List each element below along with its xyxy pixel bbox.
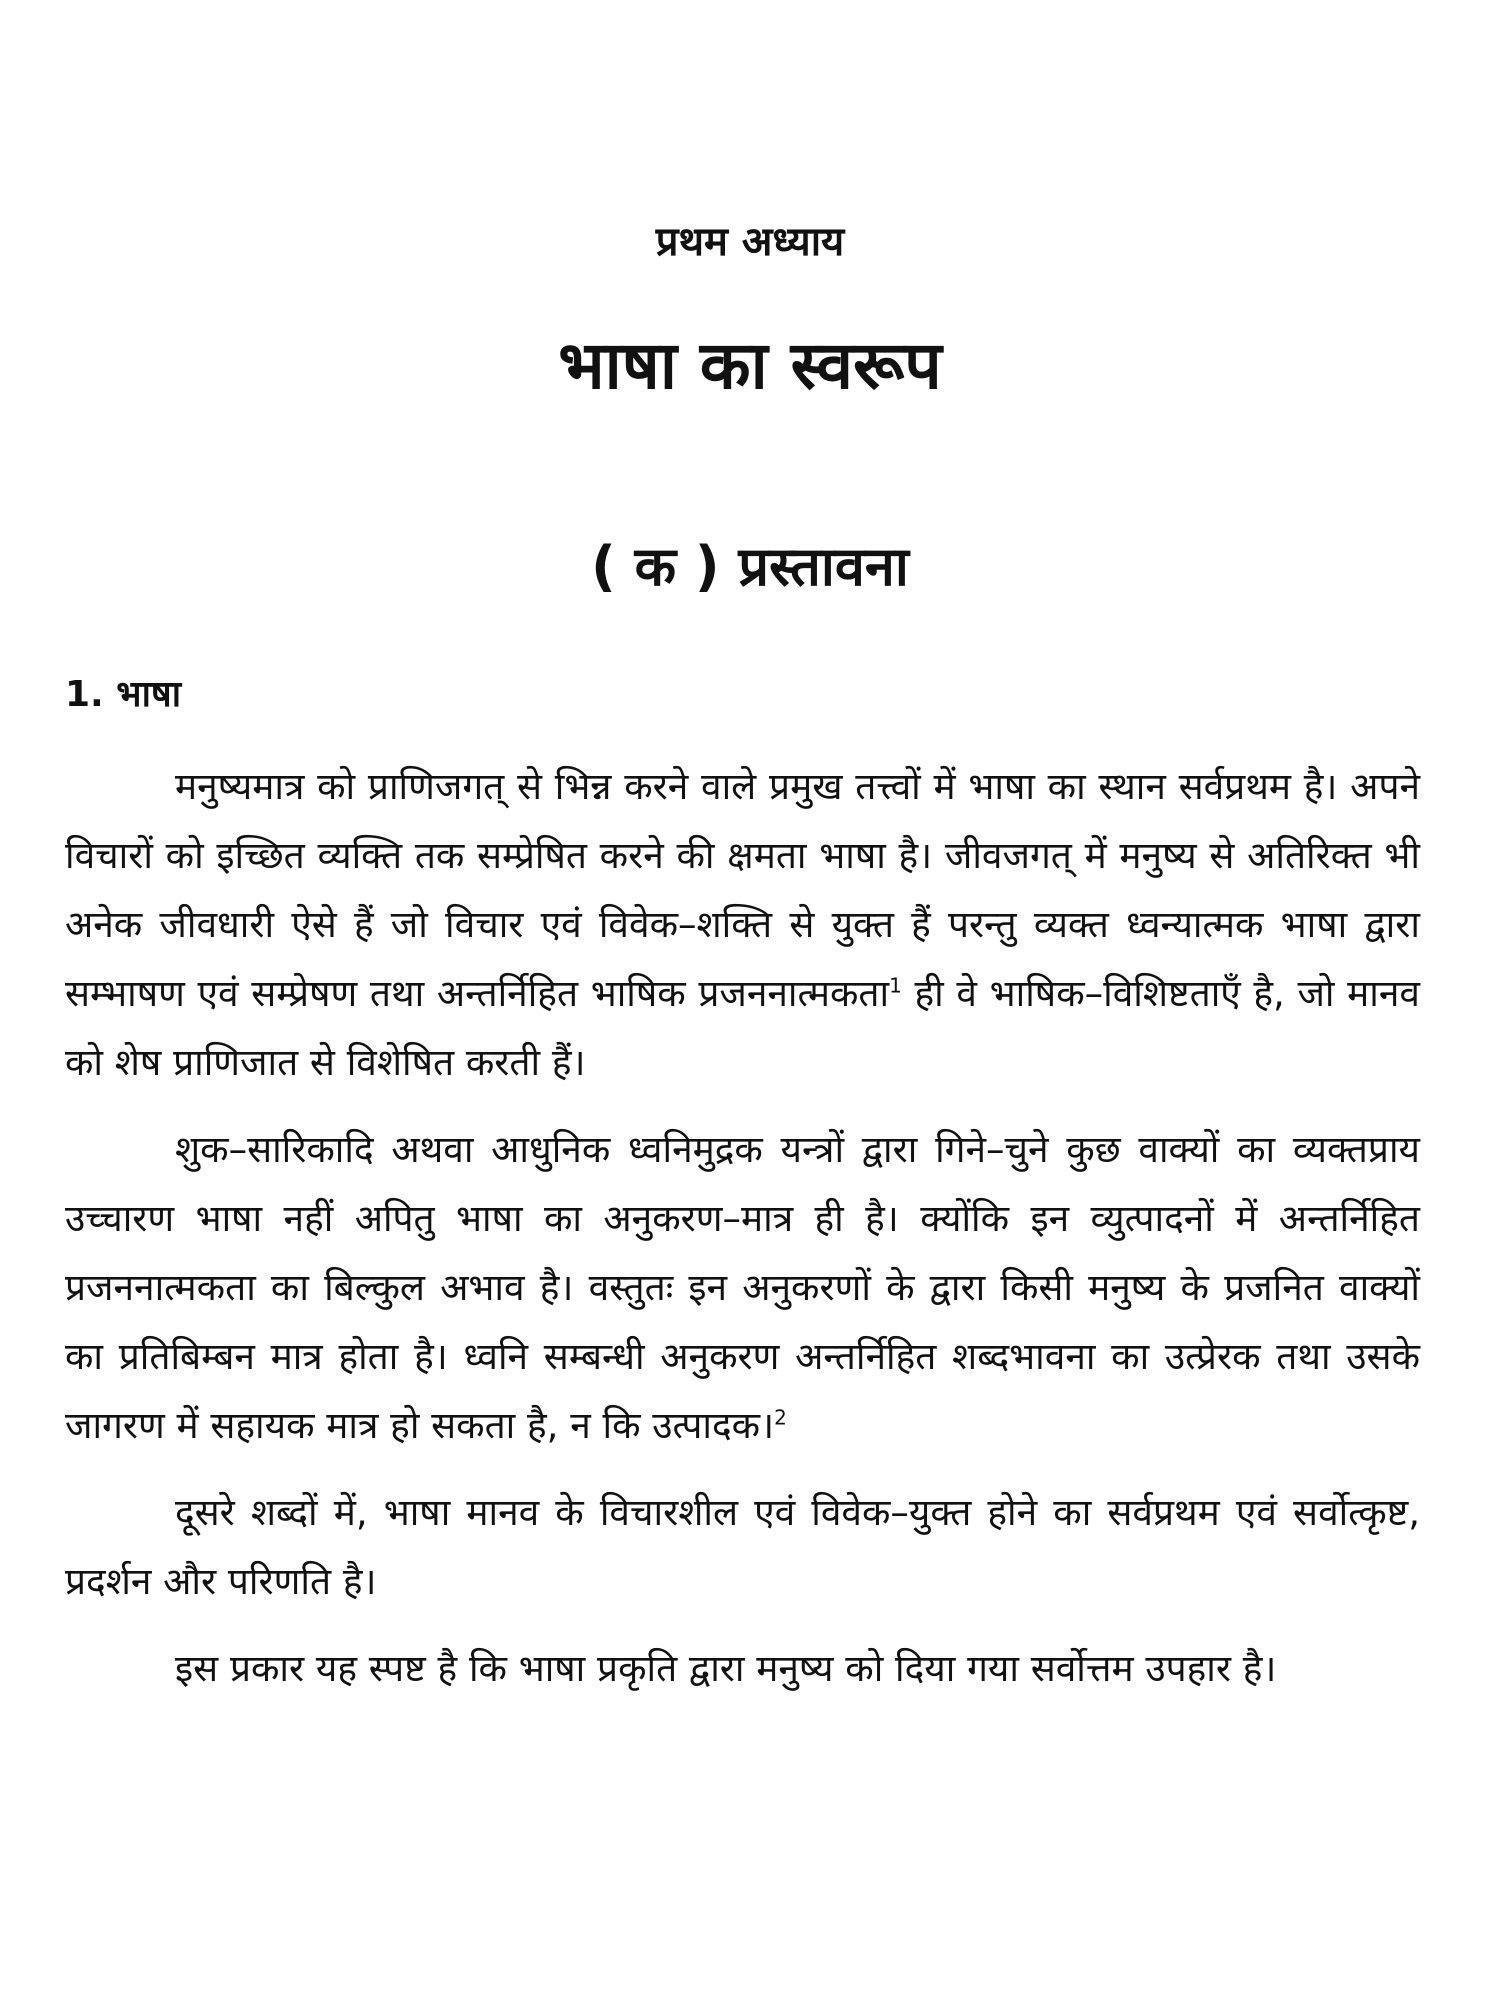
paragraph-1	[65, 752, 1420, 1097]
chapter-label: प्रथम अध्याय	[655, 219, 845, 265]
body-text	[65, 752, 1420, 1721]
chapter-title: भाषा का स्वरूप	[558, 327, 942, 404]
footnote-marker-1[interactable]: 1	[889, 973, 902, 998]
paragraph-2	[65, 1115, 1420, 1460]
paragraph-2-text: शुक–सारिकादि अथवा आधुनिक ध्वनिमुद्रक यन्त्रों द्वारा गिने–चुने कुछ वाक्यों का व्यक्तप्राय उच्चारण भाषा नहीं अपितु भाषा का अनुकरण–मात्र ही है। क्योंकि इन व्युत्पादनों में अन्तर्निहित प्रजननात्मकता का बिल्कुल अभाव है। वस्तुतः इन अनुकरणों के द्वारा किसी मनुष्य के प्रजनित वाक्यों का प्रतिबिम्बन मात्र होता है। ध्वनि सम्बन्धी अनुकरण अन्तर्निहित शब्दभावना का उत्प्रेरक तथा उसके जागरण में सहायक मात्र हो सकता है, न कि उत्पादक।	[65, 1128, 1420, 1447]
sub-heading: 1. भाषा	[65, 674, 182, 715]
paragraph-4: इस प्रकार यह स्पष्ट है कि भाषा प्रकृति द्वारा मनुष्य को दिया गया सर्वोत्तम उपहार है।	[175, 1647, 1277, 1690]
paragraph-3: दूसरे शब्दों में, भाषा मानव के विचारशील एवं विवेक–युक्त होने का सर्वप्रथम एवं सर्वोत्कृष्ट, प्रदर्शन और परिणति है।	[65, 1491, 1420, 1603]
paragraph-1-part-b: ही वे भाषिक–विशिष्टताएँ है, जो मानव को शेष प्राणिजात से विशेषित करती हैं।	[65, 972, 1420, 1084]
footnote-marker-2[interactable]: 2	[774, 1405, 787, 1430]
section-title: ( क ) प्रस्तावना	[591, 535, 909, 598]
paragraph-1-part-a: मनुष्यमात्र को प्राणिजगत् से भिन्न करने वाले प्रमुख तत्त्वों में भाषा का स्थान सर्वप्रथम है। अपने विचारों को इच्छित व्यक्ति तक सम्प्रेषित करने की क्षमता भाषा है। जीवजगत् में मनुष्य से अतिरिक्त भी अनेक जीवधारी ऐसे हैं जो विचार एवं विवेक–शक्ति से युक्त हैं परन्तु व्यक्त ध्वन्यात्मक भाषा द्वारा सम्भाषण एवं सम्प्रेषण तथा अन्तर्निहित भाषिक प्रजननात्मकता	[65, 765, 1420, 1015]
